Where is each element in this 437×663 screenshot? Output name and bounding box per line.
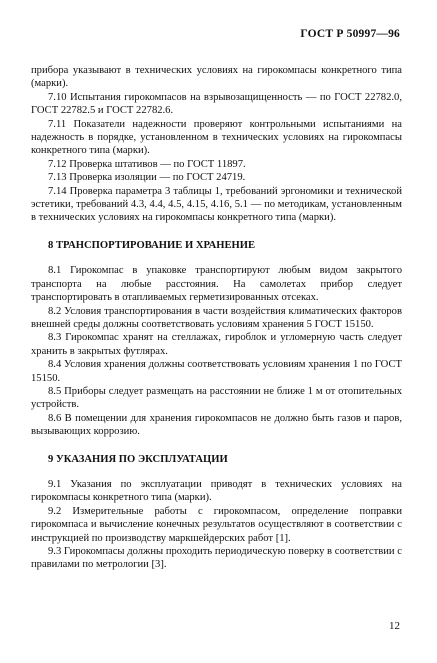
page-number: 12 xyxy=(389,620,400,632)
page-content xyxy=(31,64,402,572)
paragraph-7-12: 7.12 Проверка штативов — по ГОСТ 11897. xyxy=(48,158,246,170)
paragraph-9-1: 9.1 Указания по эксплуатации приводят в технических условиях на гирокомпасы конкретного типа (марки). xyxy=(31,478,402,504)
paragraph-7-14: 7.14 Проверка параметра 3 таблицы 1, требований эргономики и технической эстетики, требований 4.3, 4.4, 4.5, 4.15, 4.16, 5.1 — по методикам, установленным в технических условиях на гирокомпасы конкретного типа (марки). xyxy=(31,185,402,224)
paragraph-9-2: 9.2 Измерительные работы с гирокомпасом, определение поправки гирокомпаса и вычисление конечных результатов осуществляют в соответствии с инструкцией по производству маркшейдерских работ [1]. xyxy=(31,505,402,544)
paragraph-8-4: 8.4 Условия хранения должны соответствовать условиям хранения 1 по ГОСТ 15150. xyxy=(31,359,402,384)
paragraph-8-6: 8.6 В помещении для хранения гирокомпасов не должно быть газов и паров, вызывающих коррозию. xyxy=(31,412,402,438)
paragraph-7-13: 7.13 Проверка изоляции — по ГОСТ 24719. xyxy=(48,172,246,184)
section-9-heading: 9 УКАЗАНИЯ ПО ЭКСПЛУАТАЦИИ xyxy=(48,453,228,465)
paragraph-8-2: 8.2 Условия транспортирования в части воздействия климатических факторов внешней среды должны соответствовать условиям хранения 5 ГОСТ 15150. xyxy=(31,305,402,330)
paragraph-8-3: 8.3 Гирокомпас хранят на стеллажах, гироблок и угломерную часть следует хранить в закрытых футлярах. xyxy=(31,332,402,357)
paragraph-7-10: 7.10 Испытания гирокомпасов на взрывозащищенность — по ГОСТ 22782.0, ГОСТ 22782.5 и ГОСТ 22782.6. xyxy=(31,91,402,117)
paragraph-7-11: 7.11 Показатели надежности проверяют контрольными испытаниями на надежность в порядке, установленном в технических условиях на гирокомпасы конкретного типа (марки). xyxy=(31,118,402,157)
paragraph-continuation: прибора указывают в технических условиях на гирокомпасы конкретного типа (марки). xyxy=(31,65,402,90)
document-code-header: ГОСТ Р 50997—96 xyxy=(300,28,400,40)
section-8-heading: 8 ТРАНСПОРТИРОВАНИЕ И ХРАНЕНИЕ xyxy=(48,239,256,251)
paragraph-9-3: 9.3 Гирокомпасы должны проходить периодическую поверку в соответствии с правилами по метрологии [3]. xyxy=(31,546,402,571)
paragraph-8-1: 8.1 Гирокомпас в упаковке транспортируют любым видом закрытого транспорта на любые расстояния. На самолетах прибор следует транспортировать в отапливаемых герметизированных отсеках. xyxy=(31,265,402,304)
paragraph-8-5: 8.5 Приборы следует размещать на расстоянии не ближе 1 м от отопительных устройств. xyxy=(31,385,402,411)
